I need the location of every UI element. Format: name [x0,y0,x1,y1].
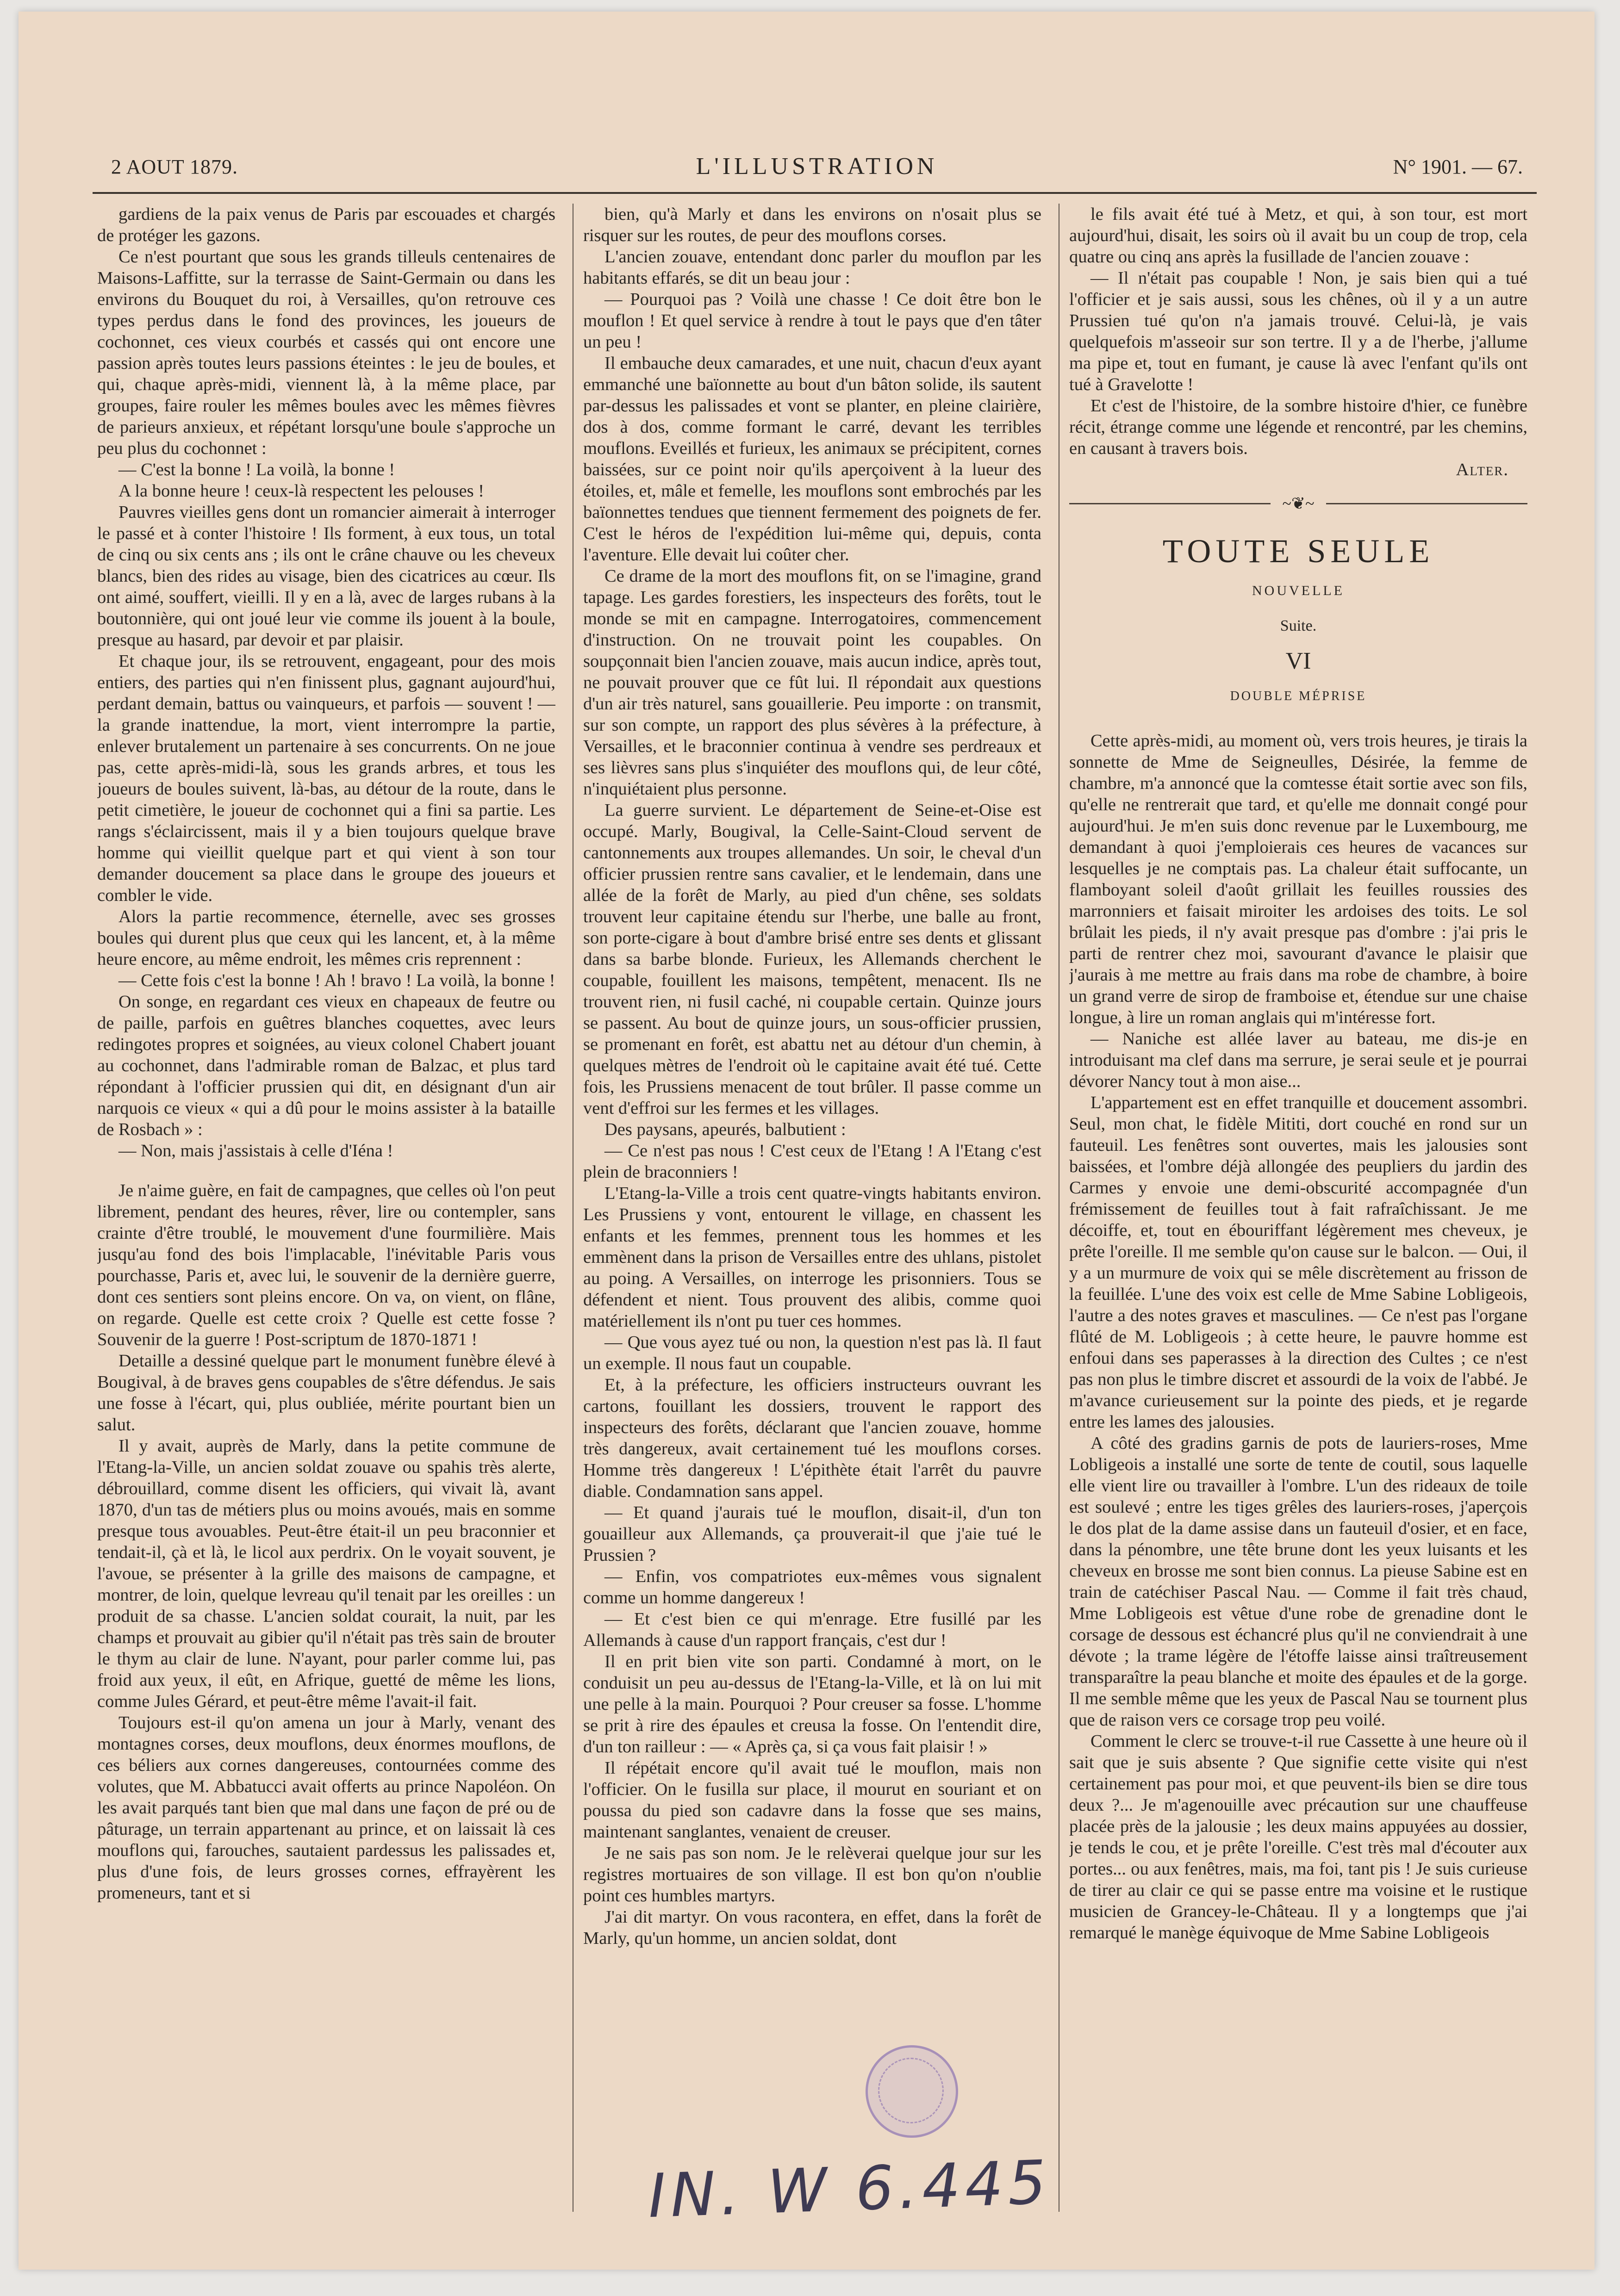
paragraph: L'ancien zouave, entendant donc parler du mouflon par les habitants effarés, se dit un beau jour : [583,247,1041,288]
paragraph: A côté des gradins garnis de pots de lauriers-roses, Mme Lobligeois a installé une sorte de tente de coutil, sous laquelle elle vient lire ou travailler à l'ombre. L'un des rideaux de toile est soulevé ; entre les tiges grêles des lauriers-roses, j'aperçois le dos plat de la dame assise dans un fauteuil d'osier, et en face, dans la pénombre, une tête brune dont les yeux luisants et les cheveux en brosse me sont bien connus. La pieuse Sabine est en train de catéchiser Pascal Nau. — Comme il fait très chaud, Mme Lobligeois est vêtue d'une robe de grenadine dont le corsage de dessous est échancré plus qu'il ne conviendrait à une dévote ; la trame légère de l'étoffe laisse ainsi traîtreusement transparaître la peau blanche et moite des épaules et de la gorge. Il me semble même que les yeux de Pascal Nau se tournent plus que de raison vers ce corsage trop peu voilé. [1069,1433,1527,1730]
paragraph: — Non, mais j'assistais à celle d'Iéna ! [118,1141,393,1160]
paragraph: A la bonne heure ! ceux-là respectent les pelouses ! [118,481,485,501]
paragraph: Detaille a dessiné quelque part le monument funèbre élevé à Bougival, à de braves gens coupables de s'être défendus. Je sais une fosse à l'écart, qui, plus oubliée, mérite pourtant bien un salut. [97,1351,555,1434]
paragraph: le fils avait été tué à Metz, et qui, à son tour, est mort aujourd'hui, disait, les soirs où il avait bu un coup de trop, cela quatre ou cinq ans après la fusillade de l'ancien zouave : [1069,205,1527,267]
paragraph: L'appartement est en effet tranquille et doucement assombri. Seul, mon chat, le fidèle Mititi, dort couché en rond sur un fauteuil. Les fenêtres sont ouvertes, mais les jalousies sont baissées, et l'ombre déjà allongée des peupliers du jardin des Carmes y envoie une demi-obscurité accompagnée d'un frémissement de feuilles tout à fait rafraîchissant. Je me décoiffe, et, tout en ébouriffant légèrement mes cheveux, je prête l'oreille. Il me semble qu'on cause sur le balcon. — Oui, il y a un murmure de voix qui se mêle discrètement au frisson de la feuillée. L'une des voix est celle de Mme Sabine Lobligeois, l'autre a des notes graves et masculines. — Ce n'est pas l'organe flûté de M. Lobligeois ; à cette heure, le pauvre homme est enfoui dans ses paperasses à la direction des Cultes ; ce n'est pas non plus le timbre discret et assourdi de la voix de l'abbé. Je m'avance curieusement sur la pointe des pieds, et je regarde entre les lames des jalousies. [1069,1093,1527,1432]
column-1 [97,204,555,2216]
header-rule [93,192,1537,194]
paragraph: Je ne sais pas son nom. Je le relèverai quelque jour sur les registres mortuaires de son village. Il est bon qu'on n'oublie point ces humbles martyrs. [583,1843,1041,1905]
paragraph: — Il n'était pas coupable ! Non, je sais bien qui a tué l'officier et je sais aussi, sous les chênes, où il y a un autre Prussien tué qu'on n'a jamais trouvé. Celui-là, je vais quelquefois m'asseoir sur son tertre. Il y a de l'herbe, j'allume ma pipe et, tout en fumant, je cause là avec l'enfant qu'ils ont tué à Gravelotte ! [1069,268,1527,394]
paragraph: Ce n'est pourtant que sous les grands tilleuls centenaires de Maisons-Laffitte, sur la terrasse de Saint-Germain ou dans les environs du Bouquet du roi, à Versailles, qu'on retrouve ces types perdus dans le fond des provinces, les joueurs de cochonnet, ces vieux courbés et cassés qui ont encore une passion après toutes leurs passions éteintes : le jeu de boules, et qui, chaque après-midi, viennent là, à la même place, par groupes, faire rouler les mêmes boules avec les mêmes fièvres de parieurs anxieux, et répétant lorsqu'une boule s'approche un peu plus du cochonnet : [97,247,555,458]
paragraph: — Naniche est allée laver au bateau, me dis-je en introduisant ma clef dans ma serrure, je serai seule et je pourrai dévorer Nancy tout à mon aise... [1069,1029,1527,1091]
paragraph: — Et c'est bien ce qui m'enrage. Etre fusillé par les Allemands à cause d'un rapport français, c'est dur ! [583,1609,1041,1650]
paragraph: gardiens de la paix venus de Paris par escouades et chargés de protéger les gazons. [97,205,555,245]
paragraph: Cette après-midi, au moment où, vers trois heures, je tirais la sonnette de Mme de Seigneulles, Désirée, la femme de chambre, m'a annoncé que la comtesse était sortie avec son fils, qu'elle ne rentrerait que tard, et qu'elle me donnait congé pour aujourd'hui. Je m'en suis donc revenue par le Luxembourg, me demandant à quoi j'emploierais ces heures de vacances sur lesquelles je ne comptais pas. La chaleur était suffocante, un flamboyant soleil d'août grillait les feuilles roussies des marronniers et faisait miroiter les ardoises des toits. Le sol brûlait les pieds, il n'y avait presque pas d'ombre : j'ai pris le parti de rentrer chez moi, savourant d'avance le plaisir que j'aurais à me mettre au frais dans ma robe de chambre, à boire un grand verre de sirop de framboise et, étendue sur une chaise longue, à lire un roman anglais qui m'intéresse fort. [1069,731,1527,1027]
paragraph: — C'est la bonne ! La voilà, la bonne ! [118,460,395,479]
section-divider [1069,494,1527,513]
author-signature: Alter. [1456,460,1509,479]
chapter-title: DOUBLE MÉPRISE [1230,689,1367,703]
paragraph: — Enfin, vos compatriotes eux-mêmes vous signalent comme un homme dangereux ! [583,1567,1041,1607]
paragraph: Il y avait, auprès de Marly, dans la petite commune de l'Etang-la-Ville, un ancien soldat zouave ou spahis très alerte, débrouillard, comme disent les officiers, qui vivait là, avant 1870, d'un tas de métiers plus ou moins avoués, mais en somme presque tous avouables. Peut-être était-il un peu braconnier et tendait-il, çà et là, le licol aux perdrix. On le voyait souvent, je l'avoue, se présenter à la grille des maisons de campagne, et montrer, de loin, quelque levreau qu'il tenait par les oreilles : un produit de sa chasse. L'ancien soldat courait, la nuit, par les champs et prouvait au gibier qu'il n'était pas très sain de brouter le thym au clair de lune. N'ayant, pour parler comme lui, pas froid aux yeux, il eût, en Afrique, guetté de même les lions, comme Jules Gérard, et peut-être même l'avait-il fait. [97,1436,555,1711]
section-break [97,1161,555,1180]
paragraph: La guerre survient. Le département de Seine-et-Oise est occupé. Marly, Bougival, la Celle-Saint-Cloud servent de cantonnements aux troupes allemandes. Un soir, le cheval d'un officier prussien rentre sans cavalier, et le lendemain, dans une allée de la forêt de Marly, au pied d'un chêne, ses soldats trouvent leur capitaine étendu sur l'herbe, une balle au front, son porte-cigare à bout d'ambre brisé entre ses dents et glissant dans sa barbe blonde. Furieux, les Allemands cherchent le coupable, fouillent les maisons, tempêtent, menacent. Ils ne trouvent rien, ni fusil caché, ni coupable certain. Quinze jours se passent. Au bout de quinze jours, un sous-officier prussien, se promenant en forêt, est abattu net au détour d'un chemin, à quelques mètres de l'endroit où le capitaine avait été tué. Cette fois, les Prussiens menacent de tout brûler. Il passe comme un vent d'effroi sur les fermes et les villages. [583,800,1041,1118]
paragraph: — Et quand j'aurais tué le mouflon, disait-il, d'un ton gouailleur aux Allemands, ça prouverait-il que j'aie tué le Prussien ? [583,1503,1041,1565]
paragraph: On songe, en regardant ces vieux en chapeaux de feutre ou de paille, parfois en guêtres blanches coquettes, avec leurs redingotes propres et soignées, au vieux colonel Chabert jouant au cochonnet, dans l'admirable roman de Balzac, et plus tard répondant à l'officier prussien qui dit, en désignant d'un air narquois ce vieux « qui a dû pour le moins assister à la bataille de Rosbach » : [97,992,555,1139]
story-genre: NOUVELLE [1252,583,1345,598]
paragraph: Pauvres vieilles gens dont un romancier aimerait à interroger le passé et à conter l'histoire ! Ils forment, à eux tous, un total de cinq ou six cents ans ; ils ont le crâne chauve ou les cheveux blancs, bien des rides au visage, bien des cicatrices au cœur. Ils ont aimé, souffert, vieilli. Il y en a là, avec de larges rubans à la boutonnière, qui ont joué leur vie comme ils jouent à la boule, presque au hasard, par devoir et par plaisir. [97,503,555,650]
paragraph: Des paysans, apeurés, balbutient : [604,1120,846,1139]
paragraph: Je n'aime guère, en fait de campagnes, que celles où l'on peut librement, pendant des heures, rêver, lire ou contempler, sans crainte d'être troublé, le mouvement d'une fourmilière. Mais jusqu'au fond des bois l'implacable, l'inévitable Paris vous pourchasse, Paris et, avec lui, le souvenir de la dernière guerre, dont ces sentiers sont pleins encore. On va, on vient, on flâne, on regarde. Quelle est cette croix ? Quelle est cette fosse ? Souvenir de la guerre ! Post-scriptum de 1870-1871 ! [97,1181,555,1349]
newspaper-page [19,12,1595,2270]
paragraph: Et c'est de l'histoire, de la sombre histoire d'hier, ce funèbre récit, étrange comme une légende et rencontré, par les chemins, en causant à travers bois. [1069,396,1527,458]
paragraph: Toujours est-il qu'on amena un jour à Marly, venant des montagnes corses, deux mouflons, deux énormes mouflons, de ces béliers aux cornes dangereuses, contournées comme des volutes, que M. Abbatucci avait offerts au prince Napoléon. On les avait parqués tant bien que mal dans une façon de pré ou de pâturage, un terrain appartenant au prince, et on laissait là ces mouflons qui, farouches, sautaient pardessus les palissades et, plus d'une fois, de leurs grosses cornes, effrayèrent les promeneurs, tant et si [97,1713,555,1903]
ornament-icon: ~❦~ [1282,494,1315,513]
paragraph: — Pourquoi pas ? Voilà une chasse ! Ce doit être bon le mouflon ! Et quel service à rendre à tout le pays que d'en tâter un peu ! [583,290,1041,352]
column-2 [583,204,1041,2216]
running-header [111,150,1523,187]
paragraph: Il répétait encore qu'il avait tué le mouflon, mais non l'officier. On le fusilla sur place, il mourut en souriant et on poussa du pied son cadavre dans la fosse que ses mains, maintenant sanglantes, venaient de creuser. [583,1758,1041,1842]
paragraph: Et, à la préfecture, les officiers instructeurs ouvrant les cartons, fouillant les dossiers, trouvent le rapport des inspecteurs des forêts, déclarant que l'ancien zouave, homme très dangereux, avait certainement tué les mouflons corses. Homme très dangereux ! L'épithète était l'arrêt du pauvre diable. Condamnation sans appel. [583,1375,1041,1501]
library-stamp-icon [866,2045,958,2138]
paragraph: Il embauche deux camarades, et une nuit, chacun d'eux ayant emmanché une baïonnette au bout d'un bâton solide, ils sautent par-dessus les palissades et vont se planter, en pleine clairière, dos à dos, comme formant le carré, devant les terribles mouflons. Eveillés et furieux, les animaux se précipitent, cornes baissées, sur ce point noir qu'ils aperçoivent à la lueur des étoiles, et, mâle et femelle, les mouflons sont embrochés par les baïonnettes tendues que tiennent fermement des poignets de fer. C'est le héros de l'expédition lui-même qui, depuis, conta l'aventure. Elle devait lui coûter cher. [583,354,1041,565]
paragraph: Ce drame de la mort des mouflons fit, on se l'imagine, grand tapage. Les gardes forestiers, les inspecteurs des forêts, tout le monde se mit en campagne. Interrogatoires, commencement d'instruction. On ne trouvait point les coupables. On soupçonnait bien l'ancien zouave, mais aucun indice, après tout, ne pouvait prouver que ce fût lui. Il répondait aux questions d'un air très naturel, sans gouaillerie. Peu importe : on transmit, sur son compte, un rapport des plus sévères à la préfecture, à Versailles, et le braconnier continua à vendre ses perdreaux et ses lièvres sans plus s'inquiéter des mouflons qui, de leur côté, n'inquiétaient plus personne. [583,566,1041,799]
paragraph: — Ce n'est pas nous ! C'est ceux de l'Etang ! A l'Etang c'est plein de braconniers ! [583,1141,1041,1182]
chapter-number: VI [1285,648,1311,674]
paragraph: — Que vous ayez tué ou non, la question n'est pas là. Il faut un exemple. Il nous faut un coupable. [583,1333,1041,1373]
paragraph: Comment le clerc se trouve-t-il rue Cassette à une heure où il sait que je suis absente ? Que signifie cette visite qui n'est certainement pas pour moi, et que peuvent-ils bien se dire tous deux ?... Je m'agenouille avec précaution sur une chauffeuse placée près de la jalousie ; les deux mains appuyées au dossier, je tends le cou, et je prête l'oreille. C'est très mal d'écouter aux portes... ou aux fenêtres, mais, ma foi, tant pis ! Je suis curieuse de tirer au clair ce qui se passe entre ma voisine et le rustique musicien de Grancey-le-Château. Il y a longtemps que j'ai remarqué le manège équivoque de Mme Sabine Lobligeois [1069,1731,1527,1942]
publication-title: L'ILLUSTRATION [696,153,938,180]
paragraph: Alors la partie recommence, éternelle, avec ses grosses boules qui durent plus que ceux qui les lancent, et, à la même heure encore, au même endroit, les mêmes cris reprennent : [97,907,555,969]
story-continuation: Suite. [1280,617,1317,634]
paragraph: J'ai dit martyr. On vous racontera, en effet, dans la forêt de Marly, qu'un homme, un ancien soldat, dont [583,1907,1041,1948]
issue-page-number: N° 1901. — 67. [1393,155,1523,178]
paragraph: Et chaque jour, ils se retrouvent, engageant, pour des mois entiers, des parties qui n'en finissent plus, gagnant aujourd'hui, perdant demain, battus ou vainqueurs, et parfois — souvent ! — la grande inattendue, la mort, vient interrompre la partie, enlever brutalement un partenaire à ses concurrents. On ne joue pas, cette après-midi-là, sous les grands arbres, et tous les joueurs de boules suivent, là-bas, au détour de la route, dans le petit cimetière, le joueur de cochonnet qui a fini sa partie. Les rangs s'éclaircissent, mais il y a bien toujours quelque brave homme qui vieillit quelque part et qui vient à son tour demander doucement sa place dans le groupe des joueurs et combler le vide. [97,652,555,905]
story-title: TOUTE SEULE [1162,533,1434,570]
issue-date: 2 AOUT 1879. [111,155,238,178]
paragraph: Il en prit bien vite son parti. Condamné à mort, on le conduisit un peu au-dessus de l'Etang-la-Ville, et là on lui mit une pelle à la main. Pourquoi ? Pour creuser sa fosse. L'homme se prit à rire des épaules et creusa la fosse. On l'entendit dire, d'un ton railleur : — « Après ça, si ça vous fait plaisir ! » [583,1652,1041,1756]
column-3 [1069,204,1527,2216]
inventory-number: IN. W 6.445 [647,2147,1052,2232]
paragraph: — Cette fois c'est la bonne ! Ah ! bravo ! La voilà, la bonne ! [118,971,555,990]
column-3-article-end [1069,204,1527,459]
paragraph: bien, qu'à Marly et dans les environs on n'osait plus se risquer sur les routes, de peur des mouflons corses. [583,205,1041,245]
column-3-story-text [1069,730,1527,1943]
paragraph: L'Etang-la-Ville a trois cent quatre-vingts habitants environ. Les Prussiens y vont, entourent le village, en chassent les enfants et les femmes, prennent tous les hommes et les emmènent dans la prison de Versailles entre des uhlans, pistolet au poing. A Versailles, on interroge les prisonniers. Tous se défendent et nient. Tous prouvent des alibis, comme quoi matériellement ils n'ont pu tuer ces hommes. [583,1184,1041,1331]
